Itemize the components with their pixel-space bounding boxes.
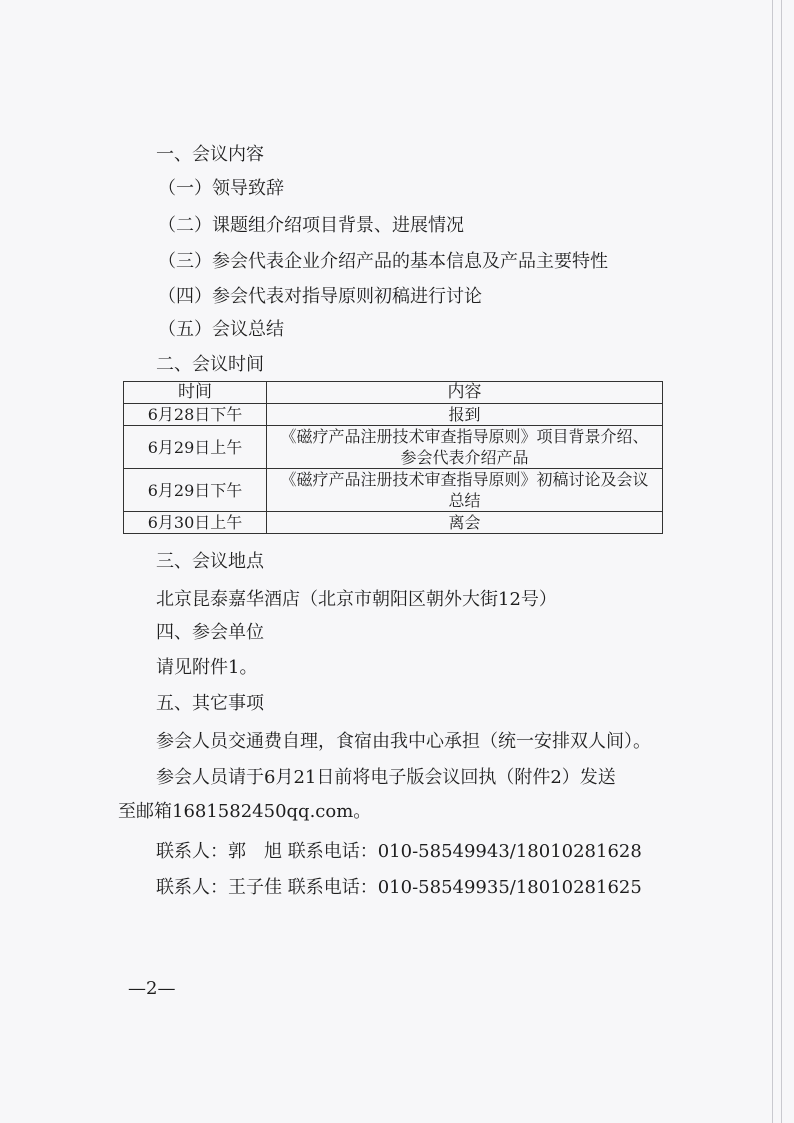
section-1-item-3: （三）参会代表企业介绍产品的基本信息及产品主要特性 <box>158 251 608 272</box>
page-edge-line <box>772 0 773 1123</box>
section-3-title: 三、会议地点 <box>156 551 264 572</box>
section-5-paragraph-2-line-1: 参会人员请于6月21日前将电子版会议回执（附件2）发送 <box>156 767 616 788</box>
section-3-text: 北京昆泰嘉华酒店（北京市朝阳区朝外大街12号） <box>156 589 557 610</box>
table-row <box>124 404 663 426</box>
section-1-item-4: （四）参会代表对指导原则初稿进行讨论 <box>158 286 482 307</box>
contact-line-1: 联系人：郭 旭 联系电话：010-58549943/18010281628 <box>156 841 642 862</box>
section-1-item-5: （五）会议总结 <box>158 319 284 340</box>
section-5-title: 五、其它事项 <box>156 693 264 714</box>
section-1-item-1: （一）领导致辞 <box>158 178 284 199</box>
section-4-text: 请见附件1。 <box>156 657 258 678</box>
cell-time: 6月29日上午 <box>124 426 267 469</box>
cell-time: 6月28日下午 <box>124 404 267 426</box>
section-1-item-2: （二）课题组介绍项目背景、进展情况 <box>158 215 464 236</box>
page-number: —2— <box>128 978 176 999</box>
cell-time: 6月30日上午 <box>124 512 267 534</box>
cell-time: 6月29日下午 <box>124 469 267 512</box>
contact-line-2: 联系人：王子佳 联系电话：010-58549935/18010281625 <box>156 877 642 898</box>
section-5-paragraph-2-line-2: 至邮箱1681582450qq.com。 <box>118 801 372 822</box>
table-row <box>124 512 663 534</box>
schedule-table <box>123 381 663 534</box>
table-row <box>124 469 663 512</box>
cell-content: 报到 <box>267 404 663 426</box>
cell-content: 离会 <box>267 512 663 534</box>
section-1-title: 一、会议内容 <box>156 144 264 165</box>
section-5-paragraph-1: 参会人员交通费自理，食宿由我中心承担（统一安排双人间）。 <box>156 731 651 752</box>
table-header-row <box>124 382 663 404</box>
page-edge-line <box>781 0 782 1123</box>
cell-content: 《磁疗产品注册技术审查指导原则》初稿讨论及会议总结 <box>267 469 663 512</box>
column-header-time: 时间 <box>124 382 267 404</box>
cell-content: 《磁疗产品注册技术审查指导原则》项目背景介绍、参会代表介绍产品 <box>267 426 663 469</box>
table-row <box>124 426 663 469</box>
section-4-title: 四、参会单位 <box>156 622 264 643</box>
column-header-content: 内容 <box>267 382 663 404</box>
section-2-title: 二、会议时间 <box>156 354 264 375</box>
